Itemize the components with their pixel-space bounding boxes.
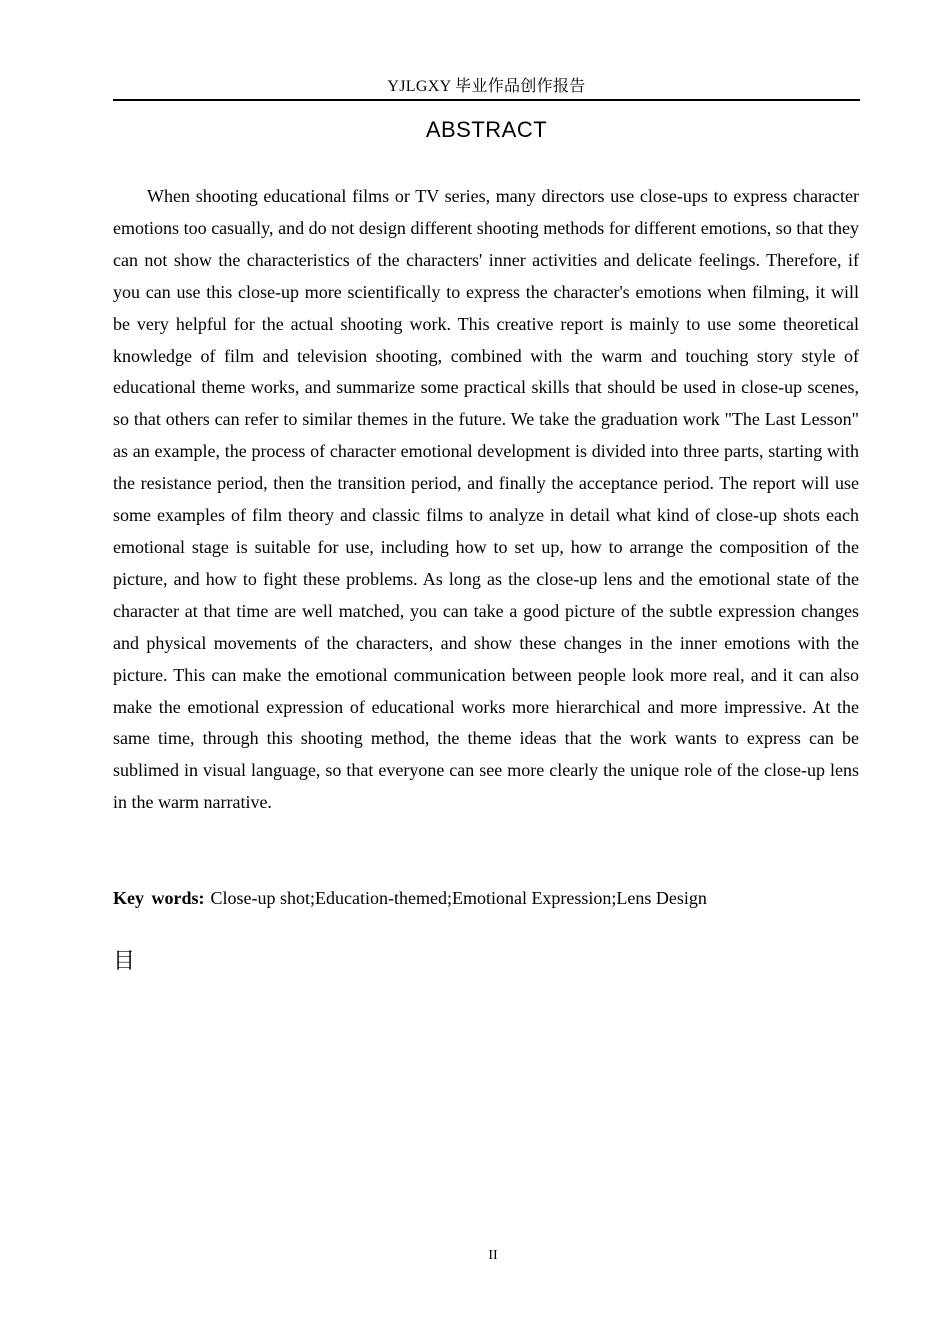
- abstract-title: ABSTRACT: [425, 117, 548, 142]
- toc-heading: 目: [113, 949, 136, 974]
- page-number: II: [488, 1248, 498, 1263]
- keywords-label: Key words:: [113, 888, 205, 908]
- header-rule: [113, 99, 860, 101]
- keywords-text: Close-up shot;Education-themed;Emotional Expression;Lens Design: [210, 888, 707, 908]
- abstract-body: When shooting educational films or TV series, many directors use close-ups to express character emotions too casually, and do not design different shooting methods for different emotions, so that they can not show the characteristics of the characters' inner activities and delicate feelings. Therefore, if you can use this close-up more scientifically to express the character's emotions when filming, it will be very helpful for the actual shooting work. This creative report is mainly to use some theoretical knowledge of film and television shooting, combined with the warm and touching story style of educational theme works, and summarize some practical skills that should be used in close-up scenes, so that others can refer to similar themes in the future. We take the graduation work "The Last Lesson" as an example, the process of character emotional development is divided into three parts, starting with the resistance period, then the transition period, and finally the acceptance period. The report will use some examples of film theory and classic films to analyze in detail what kind of close-up shots each emotional stage is suitable for use, including how to set up, how to arrange the composition of the picture, and how to fight these problems. As long as the close-up lens and the emotional state of the character at that time are well matched, you can take a good picture of the subtle expression changes and physical movements of the characters, and show these changes in the inner emotions with the picture. This can make the emotional communication between people look more real, and it can also make the emotional expression of educational works more hierarchical and more impressive. At the same time, through this shooting method, the theme ideas that the work wants to express can be sublimed in visual language, so that everyone can see more clearly the unique role of the close-up lens in the warm narrative.: [113, 186, 859, 813]
- keywords-line: [113, 884, 860, 912]
- running-header: YJLGXY 毕业作品创作报告: [387, 78, 586, 95]
